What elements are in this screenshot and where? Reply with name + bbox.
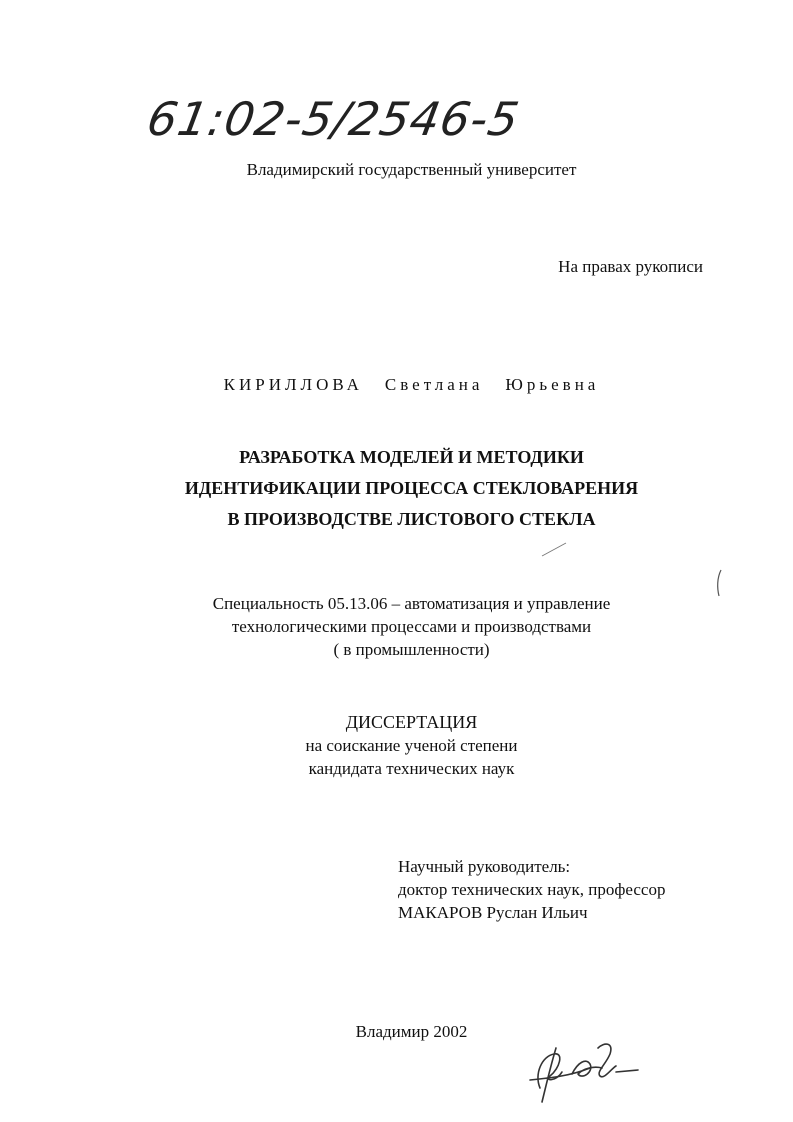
city-year: Владимир 2002 xyxy=(355,1022,468,1041)
supervisor-degree: доктор технических наук, профессор xyxy=(398,880,666,899)
supervisor-label: Научный руководитель: xyxy=(398,857,571,876)
signature-icon xyxy=(520,1028,650,1108)
author-name xyxy=(0,375,793,395)
scan-mark-icon xyxy=(713,568,725,598)
degree-line: на соискание ученой степени xyxy=(305,736,518,755)
title-line: РАЗРАБОТКА МОДЕЛЕЙ И МЕТОДИКИ xyxy=(239,447,584,467)
specialty-line: технологическими процессами и производствами xyxy=(231,617,592,636)
specialty-line: ( в промышленности) xyxy=(333,640,490,659)
specialty-block xyxy=(0,592,793,661)
scan-mark-icon xyxy=(540,540,570,558)
supervisor-block xyxy=(398,855,665,924)
specialty-line: Специальность 05.13.06 – автоматизация и управление xyxy=(212,594,611,613)
author-patronymic: Юрьевна xyxy=(505,375,600,394)
supervisor-name: МАКАРОВ Руслан Ильич xyxy=(398,903,588,922)
dissertation-heading: ДИССЕРТАЦИЯ xyxy=(345,712,478,732)
archive-code-handwritten: 61:02-5/2546-5 xyxy=(143,92,524,146)
title-line: В ПРОИЗВОДСТВЕ ЛИСТОВОГО СТЕКЛА xyxy=(227,509,596,529)
title-line: ИДЕНТИФИКАЦИИ ПРОЦЕССА СТЕКЛОВАРЕНИЯ xyxy=(184,478,639,498)
author-surname: КИРИЛЛОВА xyxy=(223,375,363,394)
degree-block xyxy=(0,711,793,780)
dissertation-title xyxy=(0,442,793,535)
degree-line: кандидата технических наук xyxy=(308,759,515,778)
author-first-name: Светлана xyxy=(384,375,484,394)
manuscript-note: На правах рукописи xyxy=(558,257,703,276)
university-name: Владимирский государственный университет xyxy=(246,160,577,179)
